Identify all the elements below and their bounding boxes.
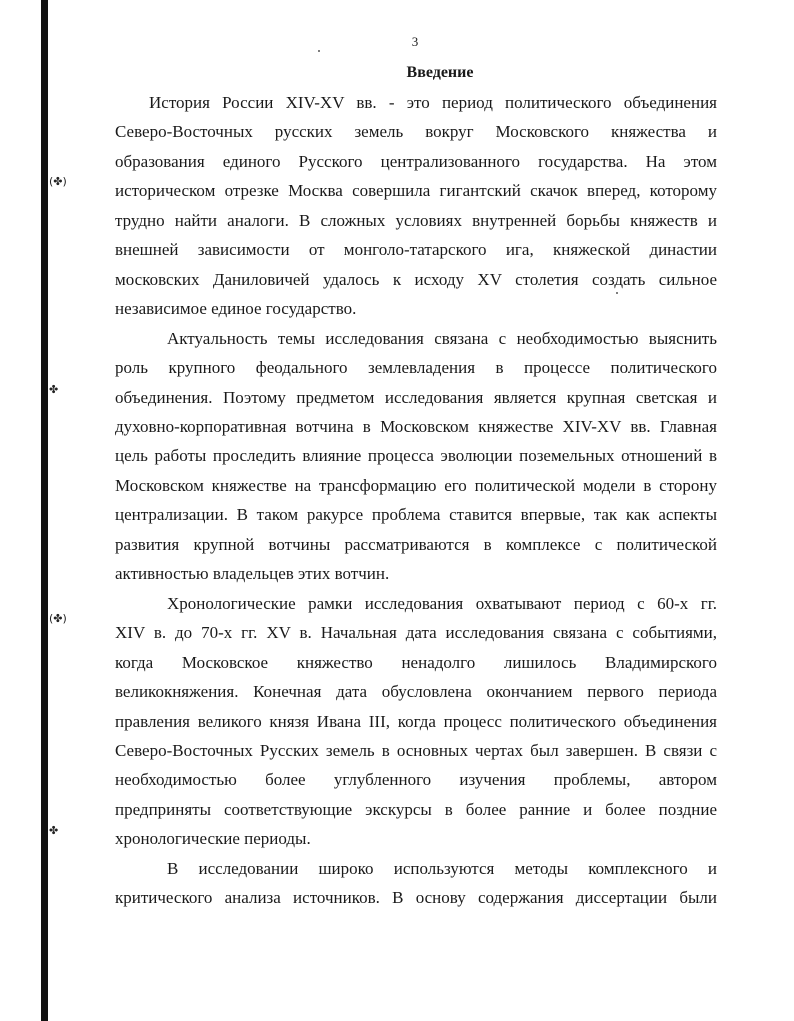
text-line: роль крупного феодального землевладения в процессе политического xyxy=(115,358,717,378)
text-line: Московском княжестве на трансформацию его политической модели в сторону xyxy=(115,475,717,495)
paragraph-2 xyxy=(115,324,717,589)
text-line: предприняты соответствующие экскурсы в более ранние и более поздние xyxy=(115,799,717,819)
text-line: внешней зависимости от монголо-татарского ига, княжеской династии xyxy=(115,240,717,260)
text-line: необходимостью более углубленного изучения проблемы, автором xyxy=(115,770,717,790)
text-line: критического анализа источников. В основу содержания диссертации были xyxy=(115,888,717,908)
text-line: когда Московское княжество ненадолго лишилось Владимирского xyxy=(115,652,717,672)
paragraph-1 xyxy=(115,88,717,324)
margin-stamp-1: (✤) xyxy=(49,175,67,188)
document-body xyxy=(115,88,717,913)
text-line: правления великого князя Ивана III, когда процесс политического объединения xyxy=(115,711,717,731)
paragraph-4 xyxy=(115,854,717,913)
text-line: цель работы проследить влияние процесса эволюции поземельных отношений в xyxy=(115,446,717,466)
text-line: XIV в. до 70-х гг. XV в. Начальная дата исследования связана с событиями, xyxy=(115,623,717,643)
text-line: Северо-Восточных русских земель вокруг Московского княжества и xyxy=(115,122,717,142)
page-heading: Введение xyxy=(406,64,474,81)
text-line: Северо-Восточных Русских земель в основных чертах был завершен. В связи с xyxy=(115,740,717,760)
text-line: История России XIV-XV вв. - это период политического объединения xyxy=(149,93,717,112)
text-line: Хронологические рамки исследования охватывают период с 60-х гг. xyxy=(167,593,717,613)
scan-speck xyxy=(318,50,320,52)
margin-stamp-2: ✤ xyxy=(49,383,59,396)
text-line: централизации. В таком ракурсе проблема ставится впервые, так как аспекты xyxy=(115,505,717,525)
scan-edge xyxy=(41,0,48,1021)
margin-stamp-4: ✤ xyxy=(49,824,59,837)
text-line: Актуальность темы исследования связана с необходимостью выяснить xyxy=(167,328,717,348)
text-line: хронологические периоды. xyxy=(115,829,311,849)
text-line: великокняжения. Конечная дата обусловлена окончанием первого периода xyxy=(115,682,717,702)
text-line: историческом отрезке Москва совершила гигантский скачок вперед, которому xyxy=(115,181,717,201)
text-line: В исследовании широко используются методы комплексного и xyxy=(167,858,717,878)
text-line: духовно-корпоративная вотчина в Московском княжестве XIV-XV вв. Главная xyxy=(115,416,717,436)
text-line: развития крупной вотчины рассматриваются в комплексе с политической xyxy=(115,534,717,554)
text-line: объединения. Поэтому предметом исследования является крупная светская и xyxy=(115,387,717,407)
text-line: независимое единое государство. xyxy=(115,299,357,319)
margin-stamp-3: (✤) xyxy=(49,612,67,625)
paragraph-3 xyxy=(115,589,717,854)
text-line: образования единого Русского централизованного государства. На этом xyxy=(115,151,717,171)
text-line: активностью владельцев этих вотчин. xyxy=(115,564,390,584)
page-number: 3 xyxy=(411,34,419,49)
text-line: московских Даниловичей удалось к исходу XV столетия создать сильное xyxy=(115,269,717,289)
text-line: трудно найти аналоги. В сложных условиях внутренней борьбы княжеств и xyxy=(115,210,717,230)
